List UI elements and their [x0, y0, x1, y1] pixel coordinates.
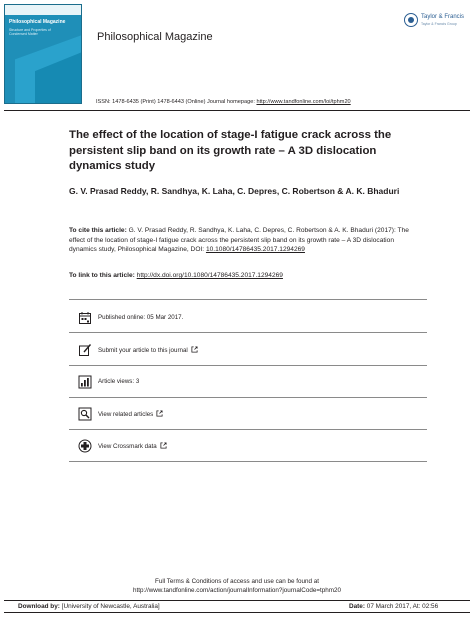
journal-homepage-link[interactable]: http://www.tandfonline.com/loi/tphm20	[256, 99, 351, 105]
journal-title: Philosophical Magazine	[97, 31, 213, 43]
cover-title: Philosophical Magazine	[9, 19, 66, 25]
crossmark-icon	[78, 439, 92, 453]
download-date-value: 07 March 2017, At: 02:56	[364, 602, 439, 610]
download-info-bar	[4, 600, 470, 613]
cover-top-band	[5, 5, 81, 15]
divider	[69, 332, 427, 333]
calendar-icon	[78, 311, 92, 325]
terms-url-link[interactable]: http://www.tandfonline.com/action/journalInformation?journalCode=tphm20	[132, 586, 342, 594]
issn-text: ISSN: 1478-6435 (Print) 1478-6443 (Online) Journal homepage:	[96, 99, 257, 105]
logo-mark-icon	[404, 13, 418, 27]
external-link-icon	[156, 410, 163, 417]
divider	[69, 397, 427, 398]
cover-subtitle: Structure and Properties of Condensed Matter	[9, 28, 51, 37]
article-link-line	[69, 271, 419, 280]
citation-text: G. V. Prasad Reddy, R. Sandhya, K. Laha, C. Depres, C. Robertson & A. K. Bhaduri (2017): The effect of the location of stage-I fatigue crack across the persistent slip band on its growth rate – A 3D dislocation dynamics study, Philosophical Magazine, DOI:	[69, 227, 409, 254]
divider	[69, 365, 427, 366]
citation-block	[69, 226, 419, 255]
related-articles-text: View related articles	[98, 411, 154, 418]
external-link-icon	[191, 346, 198, 353]
search-icon	[78, 407, 92, 421]
logo-name: Taylor & Francis	[421, 14, 465, 20]
article-views-text: Article views: 3	[98, 378, 140, 385]
published-online-text: Published online: 05 Mar 2017.	[98, 314, 184, 321]
journal-cover-image	[4, 4, 82, 104]
logo-tagline: Taylor & Francis Group	[421, 22, 457, 26]
edit-icon	[78, 343, 92, 357]
bar-chart-icon	[78, 375, 92, 389]
divider	[69, 299, 427, 300]
article-authors: G. V. Prasad Reddy, R. Sandhya, K. Laha, C. Depres, C. Robertson & A. K. Bhaduri	[69, 186, 400, 196]
divider	[69, 461, 427, 462]
article-url-link[interactable]: http://dx.doi.org/10.1080/14786435.2017.1294269	[136, 272, 283, 279]
download-by-value: [University of Newcastle, Australia]	[59, 602, 160, 610]
link-label: To link to this article:	[69, 272, 137, 279]
terms-note	[0, 578, 474, 595]
external-link-icon	[160, 442, 167, 449]
doi-link[interactable]: 10.1080/14786435.2017.1294269	[205, 246, 305, 254]
crossmark-text: View Crossmark data	[98, 443, 157, 450]
download-date-label: Date:	[349, 602, 365, 610]
article-title: The effect of the location of stage-I fatigue crack across the persistent slip band on its growth rate – A 3D dislocation dynamics study	[69, 129, 392, 172]
header-rule	[4, 110, 470, 111]
publisher-logo[interactable]	[404, 11, 466, 33]
divider	[69, 429, 427, 430]
submit-article-text: Submit your article to this journal	[98, 347, 188, 354]
terms-line: Full Terms & Conditions of access and use can be found at	[154, 578, 320, 585]
download-by-label: Download by:	[18, 602, 60, 610]
citation-label: To cite this article:	[69, 227, 127, 234]
issn-line	[96, 99, 351, 105]
